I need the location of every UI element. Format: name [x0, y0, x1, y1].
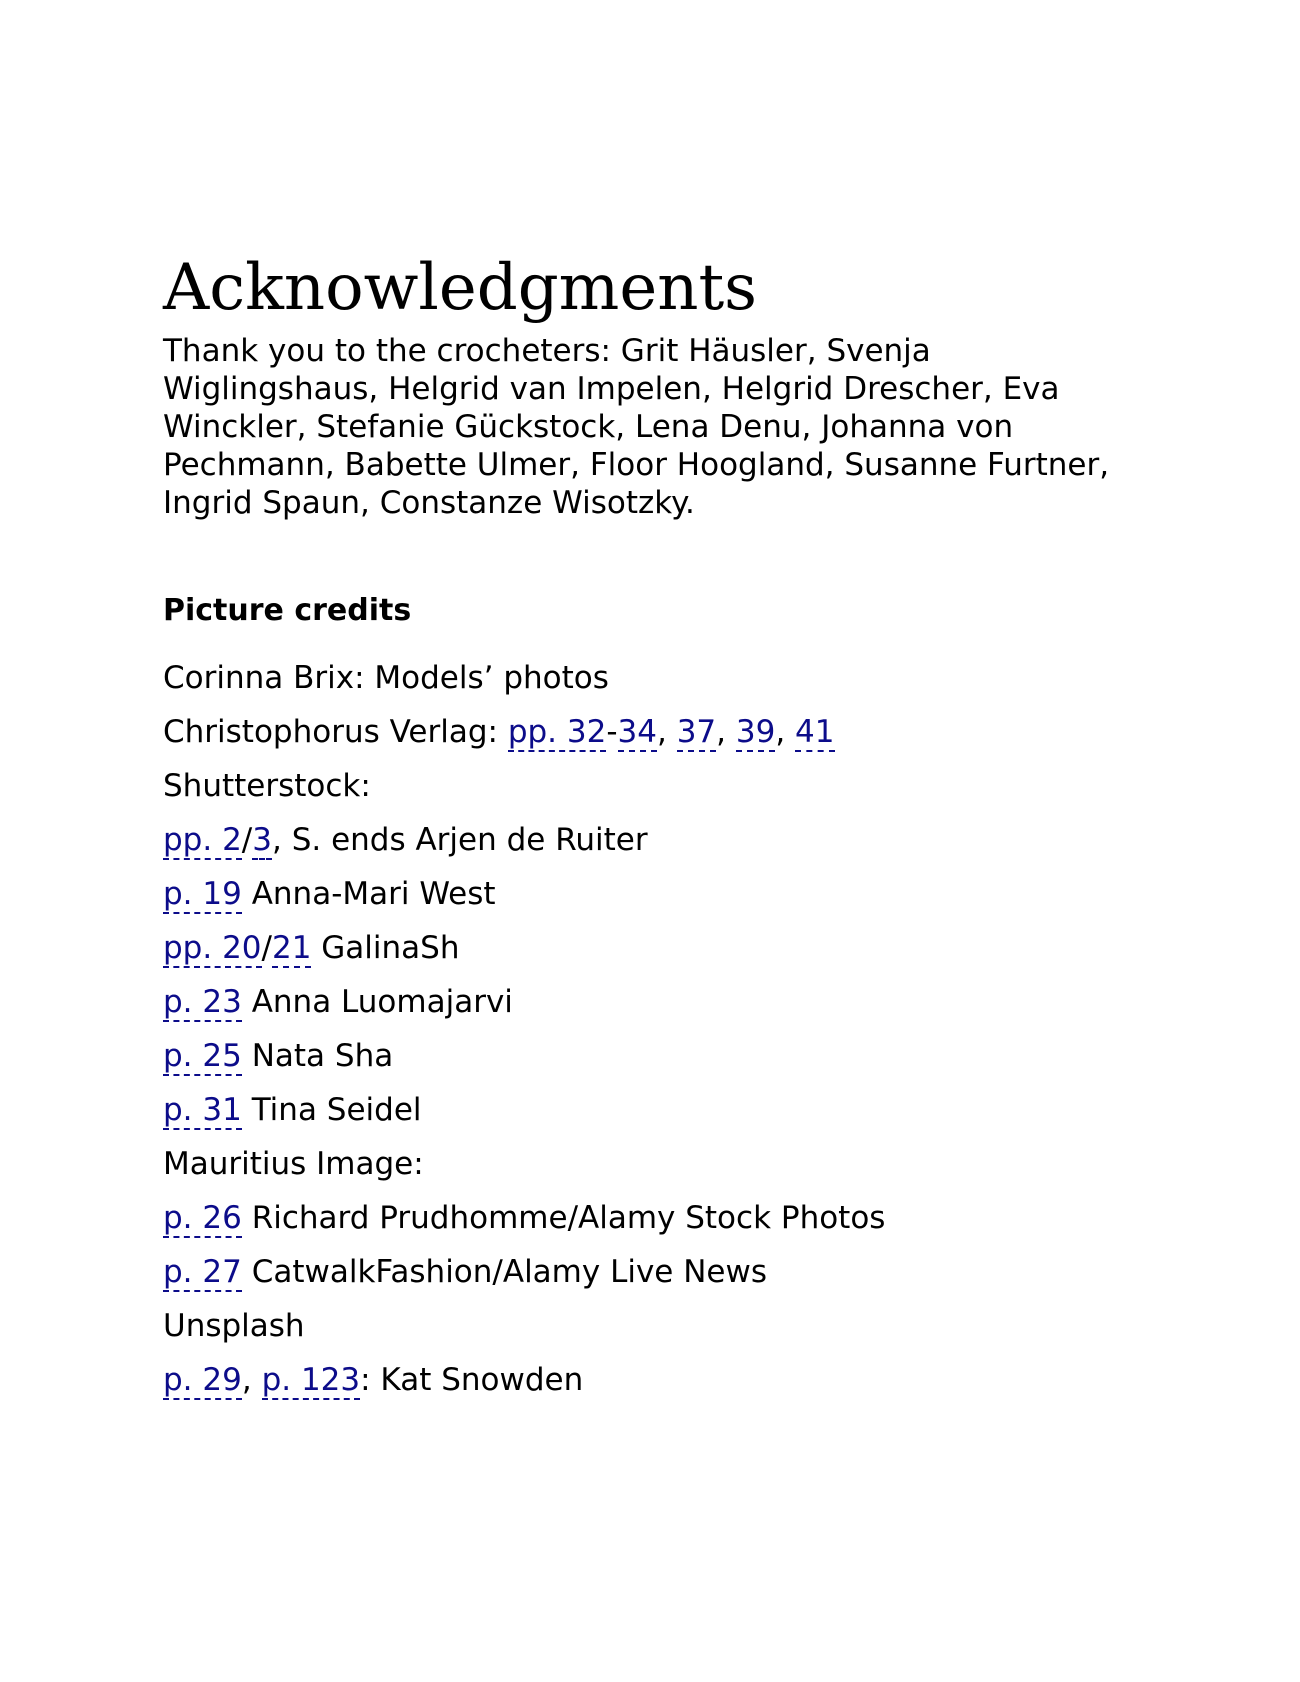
page-link-3[interactable]: 3: [252, 822, 272, 858]
page-link-23[interactable]: p. 23: [163, 984, 242, 1020]
credit-label-mauritius: [163, 1145, 1153, 1199]
credit-line-christophorus: [163, 713, 1153, 767]
credit-text: Nata Sha: [241, 1038, 394, 1074]
page-link-25[interactable]: p. 25: [163, 1038, 242, 1074]
page-link-2[interactable]: pp. 2: [163, 822, 242, 858]
credit-text: , S. ends Arjen de Ruiter: [271, 822, 648, 858]
credit-text: Unsplash: [163, 1308, 305, 1344]
separator: /: [261, 930, 272, 966]
page-link-34[interactable]: 34: [617, 714, 657, 750]
credit-text: GalinaSh: [311, 930, 460, 966]
page-link-29[interactable]: p. 29: [163, 1362, 242, 1398]
credit-text: Tina Seidel: [241, 1092, 422, 1128]
separator: ,: [241, 1362, 262, 1398]
credit-text: Christophorus Verlag:: [163, 714, 508, 750]
credit-line-ss1: [163, 821, 1153, 875]
document-page: [163, 250, 1153, 1415]
credit-line-mi2: [163, 1253, 1153, 1307]
credit-label-shutterstock: [163, 767, 1153, 821]
credit-line-ss4: [163, 983, 1153, 1037]
page-link-26[interactable]: p. 26: [163, 1200, 242, 1236]
page-link-41[interactable]: 41: [795, 714, 835, 750]
credit-text: : Kat Snowden: [360, 1362, 584, 1398]
page-link-123[interactable]: p. 123: [261, 1362, 361, 1398]
credit-text: Corinna Brix: Models’ photos: [163, 660, 609, 696]
page-link-19[interactable]: p. 19: [163, 876, 242, 912]
page-link-21[interactable]: 21: [271, 930, 312, 966]
credit-line-ss3: [163, 929, 1153, 983]
page-link-27[interactable]: p. 27: [163, 1254, 242, 1290]
page-link-37[interactable]: 37: [676, 714, 717, 750]
separator: /: [241, 822, 253, 858]
credits-heading: Picture credits: [163, 593, 412, 628]
separator: ,: [656, 714, 677, 750]
credit-line-corinna: [163, 659, 1153, 713]
separator: -: [606, 714, 618, 750]
page-link-39[interactable]: 39: [735, 714, 776, 750]
page-title: Acknowledgments: [163, 251, 757, 325]
credit-label-unsplash: [163, 1307, 1153, 1361]
separator: ,: [716, 714, 736, 750]
credit-line-ss6: [163, 1091, 1153, 1145]
credit-text: Shutterstock:: [163, 768, 371, 804]
credit-line-un1: [163, 1361, 1153, 1415]
credits-list: [163, 659, 1153, 1415]
credit-text: Richard Prudhomme/Alamy Stock Photos: [241, 1200, 886, 1236]
credit-text: Anna-Mari West: [241, 876, 496, 912]
separator: ,: [775, 714, 796, 750]
page-link-31[interactable]: p. 31: [163, 1092, 242, 1128]
intro-paragraph: Thank you to the crocheters: Grit Häusler, Svenja Wiglingshaus, Helgrid van Impelen, Helgrid Drescher, Eva Winckler, Stefanie Gückstock, Lena Denu, Johanna von Pechmann, Babette Ulmer, Floor Hoogland, Susanne Furtner, Ingrid Spaun, Constanze Wisotzky.: [163, 333, 1110, 521]
credit-line-mi1: [163, 1199, 1153, 1253]
credit-line-ss2: [163, 875, 1153, 929]
credit-text: Anna Luomajarvi: [241, 984, 513, 1020]
page-link-32[interactable]: pp. 32: [507, 714, 607, 750]
credit-text: CatwalkFashion/Alamy Live News: [241, 1254, 767, 1290]
credit-line-ss5: [163, 1037, 1153, 1091]
page-link-20[interactable]: pp. 20: [163, 930, 262, 966]
credit-text: Mauritius Image:: [163, 1146, 424, 1182]
